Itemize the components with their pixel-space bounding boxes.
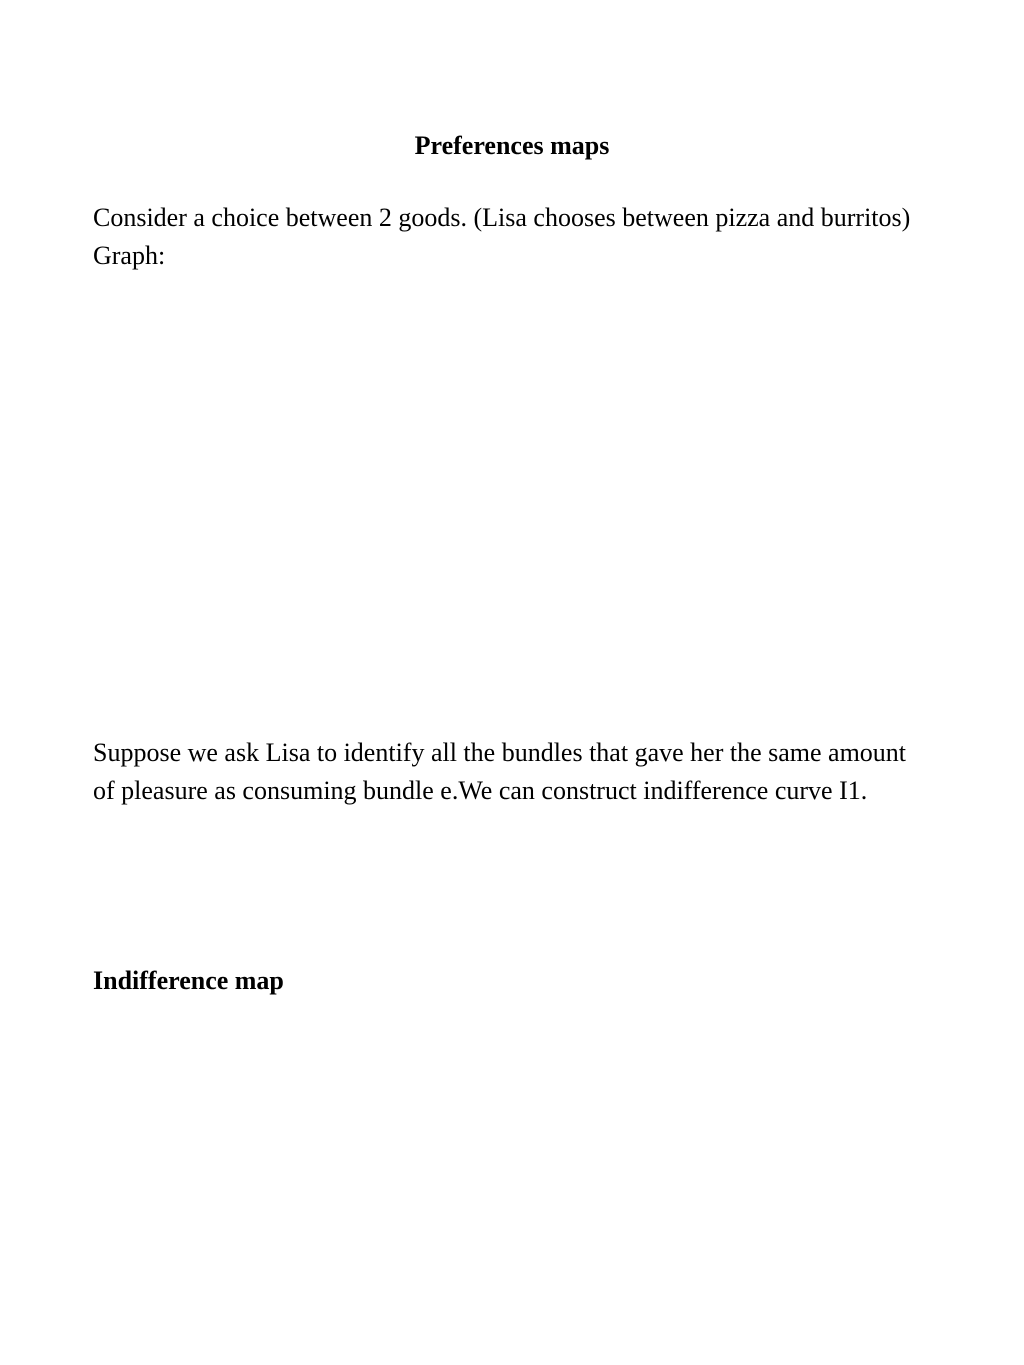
section-heading-indifference-map: Indifference map: [93, 966, 284, 995]
indifference-paragraph: [93, 734, 953, 810]
intro-paragraph: [93, 199, 953, 275]
intro-line-1: Consider a choice between 2 goods. (Lisa chooses between pizza and burritos): [93, 203, 911, 232]
indifference-line-2: of pleasure as consuming bundle e.We can construct indifference curve I1.: [93, 776, 868, 805]
intro-line-2: Graph:: [93, 241, 166, 270]
page-title: Preferences maps: [414, 131, 610, 160]
indifference-line-1: Suppose we ask Lisa to identify all the bundles that gave her the same amount: [93, 738, 907, 767]
blank-graph-area: [93, 280, 933, 710]
